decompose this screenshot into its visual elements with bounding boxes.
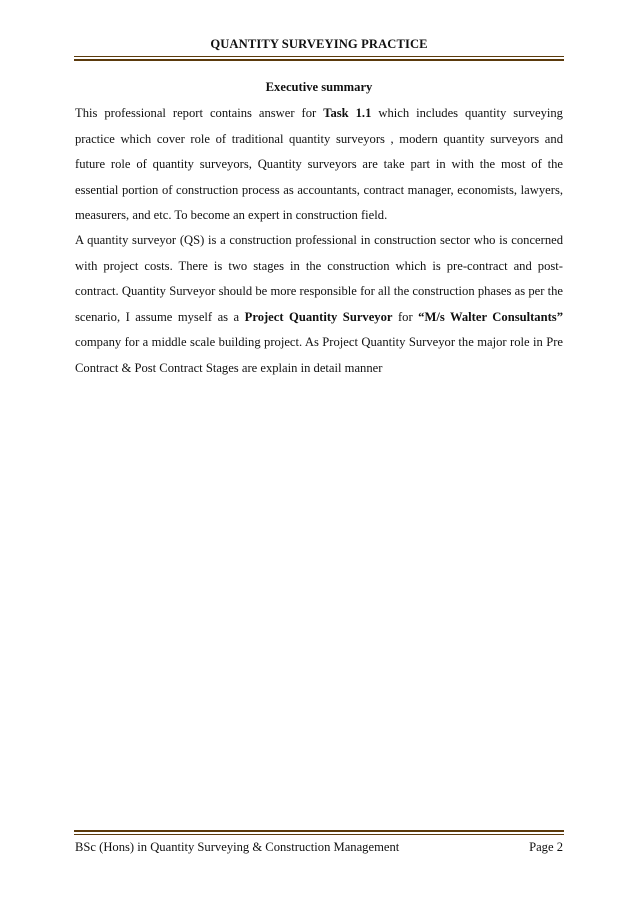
header-rule <box>74 56 564 61</box>
footer-rule <box>74 830 564 835</box>
header-rule-thin-line <box>74 56 564 57</box>
paragraph-2-text-a: A quantity surveyor (QS) is a construction professional in construction sector who is concerned with project costs. There is two stages in the construction which is pre-contract and post-contract. Quantity Surveyor should be more responsible for all the construction phases as per the scenario, I assume myself as a <box>75 233 563 324</box>
role-name: Project Quantity Surveyor <box>244 309 393 324</box>
paragraph-2 <box>75 228 563 382</box>
header-rule-thick-line <box>74 59 564 61</box>
page-number: Page 2 <box>529 840 563 854</box>
paragraph-2-text-c: company for a middle scale building project. As Project Quantity Surveyor the major role in Pre Contract & Post Contract Stages are explain in detail manner <box>75 335 563 375</box>
paragraph-1 <box>75 101 563 229</box>
paragraph-2-text-b: for <box>392 309 419 324</box>
running-header: QUANTITY SURVEYING PRACTICE <box>210 37 428 51</box>
section-title: Executive summary <box>265 80 373 94</box>
footer-rule-thick-line <box>74 830 564 832</box>
footer-course-title: BSc (Hons) in Quantity Surveying & Construction Management <box>75 840 400 854</box>
paragraph-1-text-b: which includes quantity surveying practice which cover role of traditional quantity surveyors , modern quantity surveyors and future role of quantity surveyors, Quantity surveyors are take part in with the most of the essential portion of construction process as accountants, contract manager, economists, lawyers, measurers, and etc. To become an expert in construction field. <box>75 106 563 223</box>
paragraph-1-text-a: This professional report contains answer for <box>75 106 324 120</box>
task-reference: Task 1.1 <box>323 106 372 120</box>
footer-rule-thin-line <box>74 834 564 835</box>
company-name: “M/s Walter Consultants” <box>418 309 563 324</box>
